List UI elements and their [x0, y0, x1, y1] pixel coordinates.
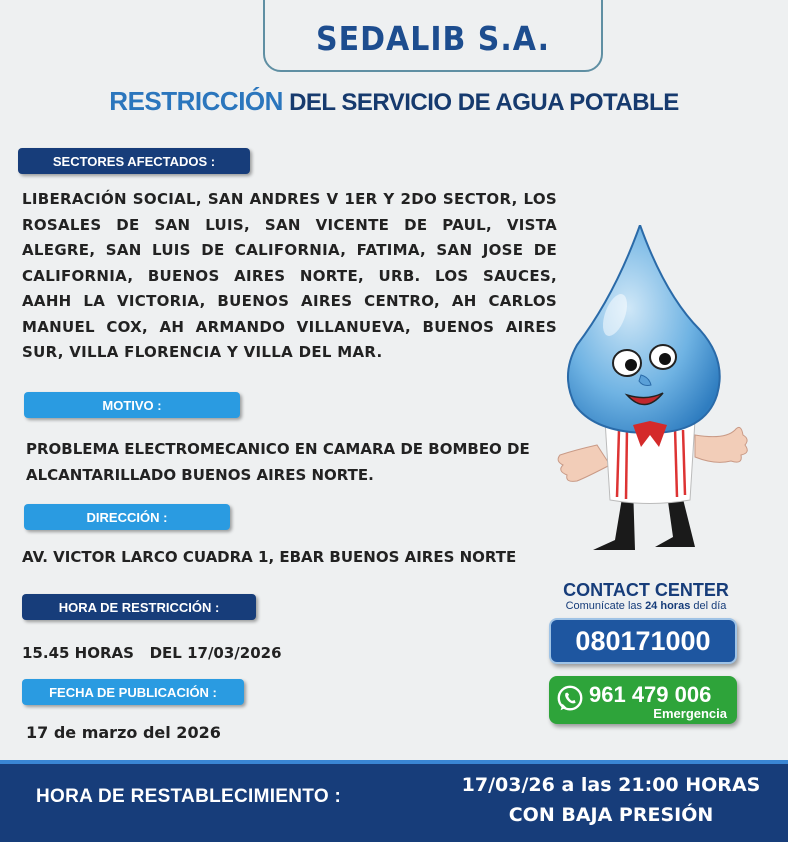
- motivo-label: MOTIVO :: [24, 392, 240, 418]
- hora-text: 15.45 HORAS DEL 17/03/2026: [22, 644, 282, 662]
- sectores-label: SECTORES AFECTADOS :: [18, 148, 250, 174]
- title-rest: DEL SERVICIO DE AGUA POTABLE: [282, 89, 679, 116]
- contact-center-title: CONTACT CENTER: [563, 580, 729, 600]
- restablecimiento-line1: 17/03/26 a las 21:00 HORAS: [461, 774, 761, 796]
- direccion-text: AV. VICTOR LARCO CUADRA 1, EBAR BUENOS AIRES NORTE: [22, 548, 517, 566]
- page-title: [0, 86, 788, 117]
- footer-bar: [0, 760, 788, 842]
- direccion-label: DIRECCIÓN :: [24, 504, 230, 530]
- motivo-text: PROBLEMA ELECTROMECANICO EN CAMARA DE BOMBEO DE ALCANTARILLADO BUENOS AIRES NORTE.: [26, 440, 530, 484]
- contact-sub-pre: Comunícate las: [565, 600, 646, 612]
- company-logo: SEDALIB S.A.: [316, 20, 550, 59]
- restablecimiento-line2: CON BAJA PRESIÓN: [508, 804, 714, 826]
- whatsapp-icon: [555, 684, 585, 714]
- whatsapp-number: 961 479 006: [589, 682, 712, 707]
- contact-sub-post: del día: [690, 600, 727, 612]
- fecha-label: FECHA DE PUBLICACIÓN :: [22, 679, 244, 705]
- contact-center-subtitle: [551, 600, 741, 612]
- fecha-text: 17 de marzo del 2026: [26, 723, 221, 742]
- logo-box: [263, 0, 603, 72]
- hora-label: HORA DE RESTRICCIÓN :: [22, 594, 256, 620]
- whatsapp-label: Emergencia: [653, 706, 727, 721]
- water-drop-mascot-icon: [555, 225, 755, 565]
- title-highlight: RESTRICCIÓN: [109, 86, 283, 116]
- sectores-text: LIBERACIÓN SOCIAL, SAN ANDRES V 1ER Y 2DO SECTOR, LOS ROSALES DE SAN LUIS, SAN VICENTE DE PAUL, VISTA ALEGRE, SAN LUIS DE CALIFORNIA, FATIMA, SAN JOSE DE CALIFORNIA, BUENOS AIRES NORTE, URB. LOS SAUCES, AAHH LA VICTORIA, BUENOS AIRES CENTRO, AH CARLOS MANUEL COX, AH ARMANDO VILLANUEVA, BUENOS AIRES SUR, VILLA FLORENCIA Y VILLA DEL MAR.: [22, 190, 557, 361]
- whatsapp-emergency-button[interactable]: [549, 676, 737, 724]
- contact-phone-button[interactable]: 080171000: [549, 618, 737, 664]
- contact-sub-bold: 24 horas: [645, 600, 691, 612]
- restablecimiento-label: HORA DE RESTABLECIMIENTO :: [36, 786, 342, 807]
